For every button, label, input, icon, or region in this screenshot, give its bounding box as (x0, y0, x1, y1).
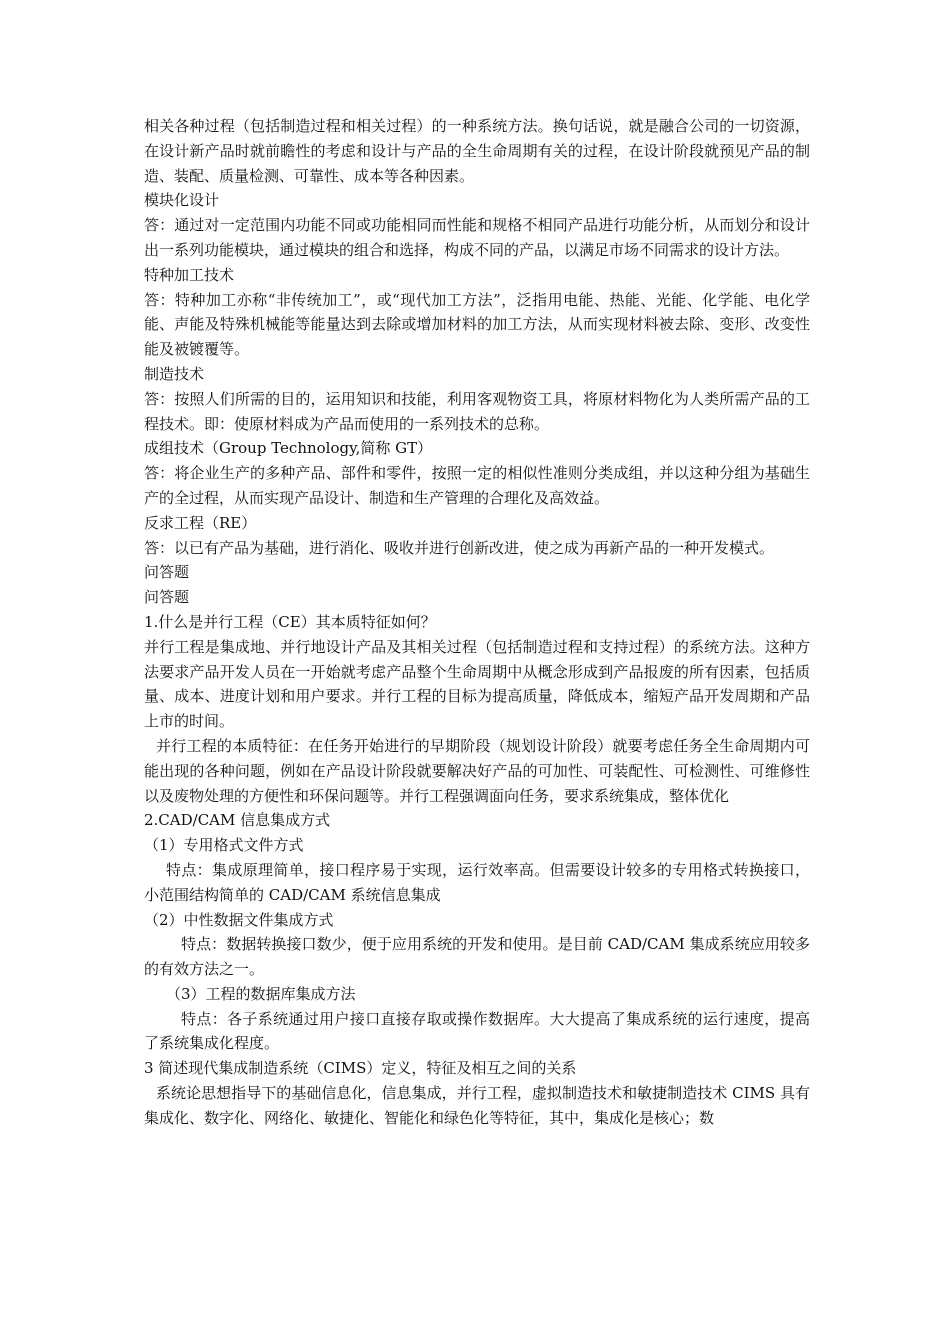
section-heading-qa: 问答题 (144, 563, 190, 582)
question-1: 1.什么是并行工程（CE）其本质特征如何？ (144, 612, 436, 631)
question-3: 3 简述现代集成制造系统（CIMS）定义，特征及相互之间的关系 (144, 1059, 577, 1078)
answer-1-features: 并行工程的本质特征：在任务开始进行的早期阶段（规划设计阶段）就要考虑任务全生命周期内可能出现的各种问题，例如在产品设计阶段就要解决好产品的可加性、可装配性、可检测性、可维修性以及废物处理的方便性和环保问题等。并行工程强调面向任务，要求系统集成，整体优化 (144, 736, 810, 805)
term-special-machining: 特种加工技术 (144, 265, 235, 284)
question-2: 2.CAD/CAM 信息集成方式 (144, 811, 331, 830)
term-reverse-engineering: 反求工程（RE） (144, 513, 257, 532)
document-page (144, 114, 810, 1131)
answer-3: 系统论思想指导下的基础信息化，信息集成，并行工程，虚拟制造技术和敏捷制造技术 CIMS 具有集成化、数字化、网络化、敏捷化、智能化和绿色化等特征，其中，集成化是核心；数 (144, 1084, 810, 1127)
method-2-heading: （2）中性数据文件集成方式 (144, 910, 334, 929)
method-1-heading: （1）专用格式文件方式 (144, 836, 304, 855)
section-heading-qa-repeat: 问答题 (144, 588, 190, 607)
method-3-heading: （3）工程的数据库集成方法 (166, 984, 356, 1003)
paragraph-intro-continuation: 相关各种过程（包括制造过程和相关过程）的一种系统方法。换句话说，就是融合公司的一切资源，在设计新产品时就前瞻性的考虑和设计与产品的全生命周期有关的过程，在设计阶段就预见产品的制造、装配、质量检测、可靠性、成本等各种因素。 (144, 117, 810, 185)
answer-modular-design: 答：通过对一定范围内功能不同或功能相同而性能和规格不相同产品进行功能分析，从而划分和设计出一系列功能模块，通过模块的组合和选择，构成不同的产品，以满足市场不同需求的设计方法。 (144, 216, 810, 259)
method-2-features: 特点：数据转换接口数少，便于应用系统的开发和使用。是目前 CAD/CAM 集成系统应用较多的有效方法之一。 (144, 935, 810, 979)
answer-special-machining: 答：特种加工亦称“非传统加工”，或“现代加工方法”，泛指用电能、热能、光能、化学能、电化学能、声能及特殊机械能等能量达到去除或增加材料的加工方法，从而实现材料被去除、变形、改变性能及被镀覆等。 (144, 290, 810, 359)
answer-reverse-engineering: 答：以已有产品为基础，进行消化、吸收并进行创新改进，使之成为再新产品的一种开发模式。 (144, 538, 775, 557)
answer-1-definition: 并行工程是集成地、并行地设计产品及其相关过程（包括制造过程和支持过程）的系统方法。这种方法要求产品开发人员在一开始就考虑产品整个生命周期中从概念形成到产品报废的所有因素，包括质量、成本、进度计划和用户要求。并行工程的目标为提高质量，降低成本，缩短产品开发周期和产品上市的时间。 (144, 637, 810, 731)
answer-group-technology: 答：将企业生产的多种产品、部件和零件，按照一定的相似性准则分类成组，并以这种分组为基础生产的全过程，从而实现产品设计、制造和生产管理的合理化及高效益。 (144, 464, 810, 507)
method-3-features: 特点：各子系统通过用户接口直接存取或操作数据库。大大提高了集成系统的运行速度，提高了系统集成化程度。 (144, 1009, 810, 1053)
answer-manufacturing-technology: 答：按照人们所需的目的，运用知识和技能，利用客观物资工具，将原材料物化为人类所需产品的工程技术。即：使原材料成为产品而使用的一系列技术的总称。 (144, 389, 810, 433)
term-manufacturing-technology: 制造技术 (144, 364, 205, 383)
method-1-features: 特点：集成原理简单，接口程序易于实现，运行效率高。但需要设计较多的专用格式转换接口，小范围结构简单的 CAD/CAM 系统信息集成 (144, 860, 810, 904)
term-modular-design: 模块化设计 (144, 191, 220, 210)
term-group-technology: 成组技术（Group Technology,简称 GT） (144, 439, 433, 458)
